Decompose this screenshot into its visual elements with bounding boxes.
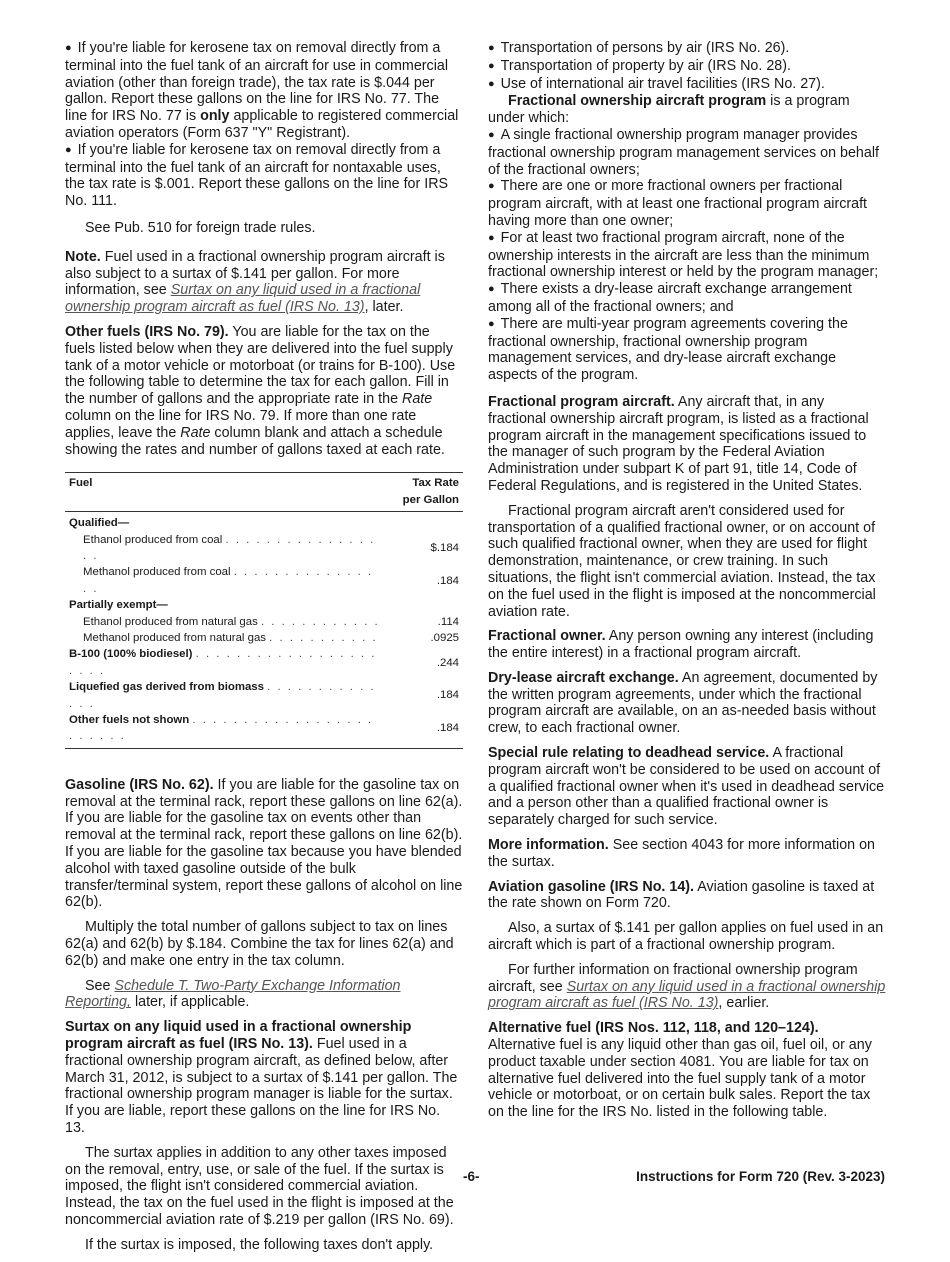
- note-paragraph: Note. Fuel used in a fractional ownership program aircraft is also subject to a surtax of $.141 per gallon. For more information, see Surtax on any liquid used in a fractional ownership program aircraft as fuel (IRS No. 13), later.: [65, 248, 445, 316]
- schedule-t-link[interactable]: Schedule T. Two-Party Exchange Information Reporting,: [65, 977, 401, 1011]
- gasoline-paragraph: Gasoline (IRS No. 62). If you are liable for the gasoline tax on removal at the terminal rack, report these gallons on line 62(a). If you are liable for the gasoline tax on events other than removal at the terminal rack, report these gallons on line 62(b). If you are liable for the gasoline tax because you have blended alcohol with taxed gasoline outside of the bulk transfer/terminal system, report these gallons of alcohol on line 62(b).: [65, 776, 463, 911]
- table-row: Ethanol produced from coal . . . . . . . . . . . . . . . . . $.184: [83, 533, 459, 562]
- page-number: -6-: [463, 1169, 480, 1184]
- other-fuels-rate-table: [65, 472, 463, 749]
- footer-form-title: Instructions for Form 720 (Rev. 3-2023): [636, 1169, 885, 1184]
- air-transport-persons-bullet: ● Transportation of persons by air (IRS No. 26).: [488, 40, 790, 56]
- fractional-program-definition: Fractional ownership aircraft program is a program under which:: [488, 93, 850, 127]
- surtax-link[interactable]: Surtax on any liquid used in a fractional ownership program aircraft as fuel (IRS No. 13): [488, 978, 886, 1012]
- table-row: Ethanol produced from natural gas . . . . . . . . . . . . .114: [83, 615, 459, 628]
- schedule-t-paragraph: See Schedule T. Two-Party Exchange Information Reporting, later, if applicable.: [65, 977, 401, 1011]
- deadhead-service-paragraph: Special rule relating to deadhead service. A fractional program aircraft won't be considered to be used on account of a qualified fractional owner when it's used in deadhead service and a person other than a qualified fractional owner is separately charged for such service.: [488, 745, 885, 829]
- right-column: [488, 40, 886, 1129]
- table-row: B-100 (100% biodiesel) . . . . . . . . . . . . . . . . . . . . . . .244: [69, 648, 459, 677]
- fractional-aircraft-not-used-paragraph: Fractional program aircraft aren't considered used for transportation of a qualified fractional owner, or on account of such qualified fractional owner, when they are used for flight demonstration, maintenance, or crew training. In such situations, the flight isn't commercial aviation. Instead, the tax on the fuel used in the flight is imposed at the noncommercial aviation rate.: [488, 502, 876, 620]
- dry-lease-paragraph: Dry-lease aircraft exchange. An agreement, documented by the written program agreements, under which the fractional program aircraft are available, on an as-needed basis without crew, to each fractional owner.: [488, 669, 878, 737]
- table-group-row: Partially exempt—: [69, 599, 168, 612]
- surtax-applies-paragraph: The surtax applies in addition to any other taxes imposed on the removal, entry, use, or sale of the fuel. If the surtax is imposed, the flight isn't considered commercial aviation. Instead, the tax on the fuel used in the flight is imposed at the noncommercial aviation rate of $.219 per gallon (IRS No. 69).: [65, 1144, 454, 1228]
- table-row: Methanol produced from natural gas . . . . . . . . . . . .0925: [83, 631, 459, 644]
- aviation-surtax-paragraph: Also, a surtax of $.141 per gallon applies on fuel used in an aircraft which is part of a fractional ownership program.: [488, 920, 884, 954]
- fractional-program-aircraft-paragraph: Fractional program aircraft. Any aircraft that, in any fractional ownership aircraft program, is listed as a fractional program aircraft in the management specifications issued to the manager of such program by the Federal Aviation Administration under subpart K of part 91, title 14, Code of Federal Regulations, and is registered in the United States.: [488, 393, 869, 494]
- more-information-paragraph: More information. See section 4043 for more information on the surtax.: [488, 837, 875, 870]
- fractional-criteria-bullet: ● For at least two fractional program aircraft, none of the ownership interests in the aircraft are less than the minimum fractional ownership interest or held by the program manager;: [488, 229, 879, 281]
- air-transport-property-bullet: ● Transportation of property by air (IRS No. 28).: [488, 57, 791, 74]
- alternative-fuel-paragraph: Alternative fuel (IRS Nos. 112, 118, and 120–124). Alternative fuel is any liquid other than gas oil, fuel oil, or any product taxable under section 4081. You are liable for tax on alternative fuel delivered into the fuel supply tank of a motor vehicle or motorboat, or on certain bulk sales. Report the tax on the line for the IRS No. listed in the following table.: [488, 1020, 872, 1121]
- table-row: Methanol produced from coal . . . . . . . . . . . . . . . . .184: [83, 566, 459, 595]
- col-rate-header: Tax Rate per Gallon: [385, 473, 463, 512]
- fractional-criteria-bullet: ● There are multi-year program agreements covering the fractional ownership, fractional ownership program management services, and dry-lease aircraft exchange aspects of the program.: [488, 315, 848, 384]
- aviation-gasoline-paragraph: Aviation gasoline (IRS No. 14). Aviation gasoline is taxed at the rate shown on Form 720.: [488, 878, 875, 912]
- table-group-row: Qualified—: [69, 517, 130, 530]
- left-column: [65, 40, 463, 1262]
- surtax-paragraph: Surtax on any liquid used in a fractional ownership program aircraft as fuel (IRS No. 13). Fuel used in a fractional ownership program aircraft, as defined below, after March 31, 2012, is subject to a surtax of $.141 per gallon. The fractional ownership program manager is liable for the surtax. If you are liable, report these gallons on the line for IRS No. 13.: [65, 1019, 458, 1136]
- surtax-imposed-paragraph: If the surtax is imposed, the following taxes don't apply.: [85, 1236, 434, 1253]
- fractional-criteria-bullet: ● There exists a dry-lease aircraft exchange arrangement among all of the fractional owners; and: [488, 281, 852, 315]
- aviation-further-info-paragraph: For further information on fractional ownership program aircraft, see Surtax on any liquid used in a fractional ownership program aircraft as fuel (IRS No. 13), earlier.: [488, 961, 886, 1012]
- kerosene-commercial-bullet: ● If you're liable for kerosene tax on removal directly from a terminal into the fuel tank of an aircraft for use in commercial aviation (other than foreign trade), the tax rate is $.044 per gallon. Report these gallons on the line for IRS No. 77. The line for IRS No. 77 is only applicable to registered commercial aviation operators (Form 637 "Y" Registrant).: [65, 40, 459, 141]
- fractional-owner-paragraph: Fractional owner. Any person owning any interest (including the entire interest) in a fractional program aircraft.: [488, 628, 874, 662]
- table-row: Liquefied gas derived from biomass . . . . . . . . . . . . . . .184: [69, 681, 459, 710]
- table-row: Other fuels not shown . . . . . . . . . . . . . . . . . . . . . . . . .184: [65, 712, 463, 748]
- gasoline-multiply-paragraph: Multiply the total number of gallons subject to tax on lines 62(a) and 62(b) by $.184. Combine the tax for lines 62(a) and 62(b) and make one entry in the tax column.: [65, 919, 454, 969]
- col-fuel-header: Fuel: [65, 473, 385, 512]
- surtax-link[interactable]: Surtax on any liquid used in a fractional ownership program aircraft as fuel (IRS No. 13): [65, 282, 421, 316]
- fractional-criteria-bullet: ● There are one or more fractional owners per fractional program aircraft, with at least one fractional program aircraft having more than one owner;: [488, 178, 868, 229]
- pub510-paragraph: See Pub. 510 for foreign trade rules.: [85, 219, 316, 236]
- air-travel-facilities-bullet: ● Use of international air travel facilities (IRS No. 27).: [488, 75, 825, 92]
- fractional-criteria-bullet: ● A single fractional ownership program manager provides fractional ownership program management services on behalf of the fractional owners;: [488, 126, 879, 178]
- kerosene-nontaxable-bullet: ● If you're liable for kerosene tax on removal directly from a terminal into the fuel tank of an aircraft for nontaxable uses, the tax rate is $.001. Report these gallons on the line for IRS No. 111.: [65, 141, 449, 210]
- other-fuels-paragraph: Other fuels (IRS No. 79). You are liable for the tax on the fuels listed below when they are delivered into the fuel supply tank of a motor vehicle or motorboat (or trains for B-100). Use the following table to determine the tax for each gallon. Fill in the number of gallons and the appropriate rate in the Rate column on the line for IRS No. 79. If more than one rate applies, leave the Rate column blank and attach a schedule showing the rates and number of gallons taxed at each rate.: [65, 323, 456, 458]
